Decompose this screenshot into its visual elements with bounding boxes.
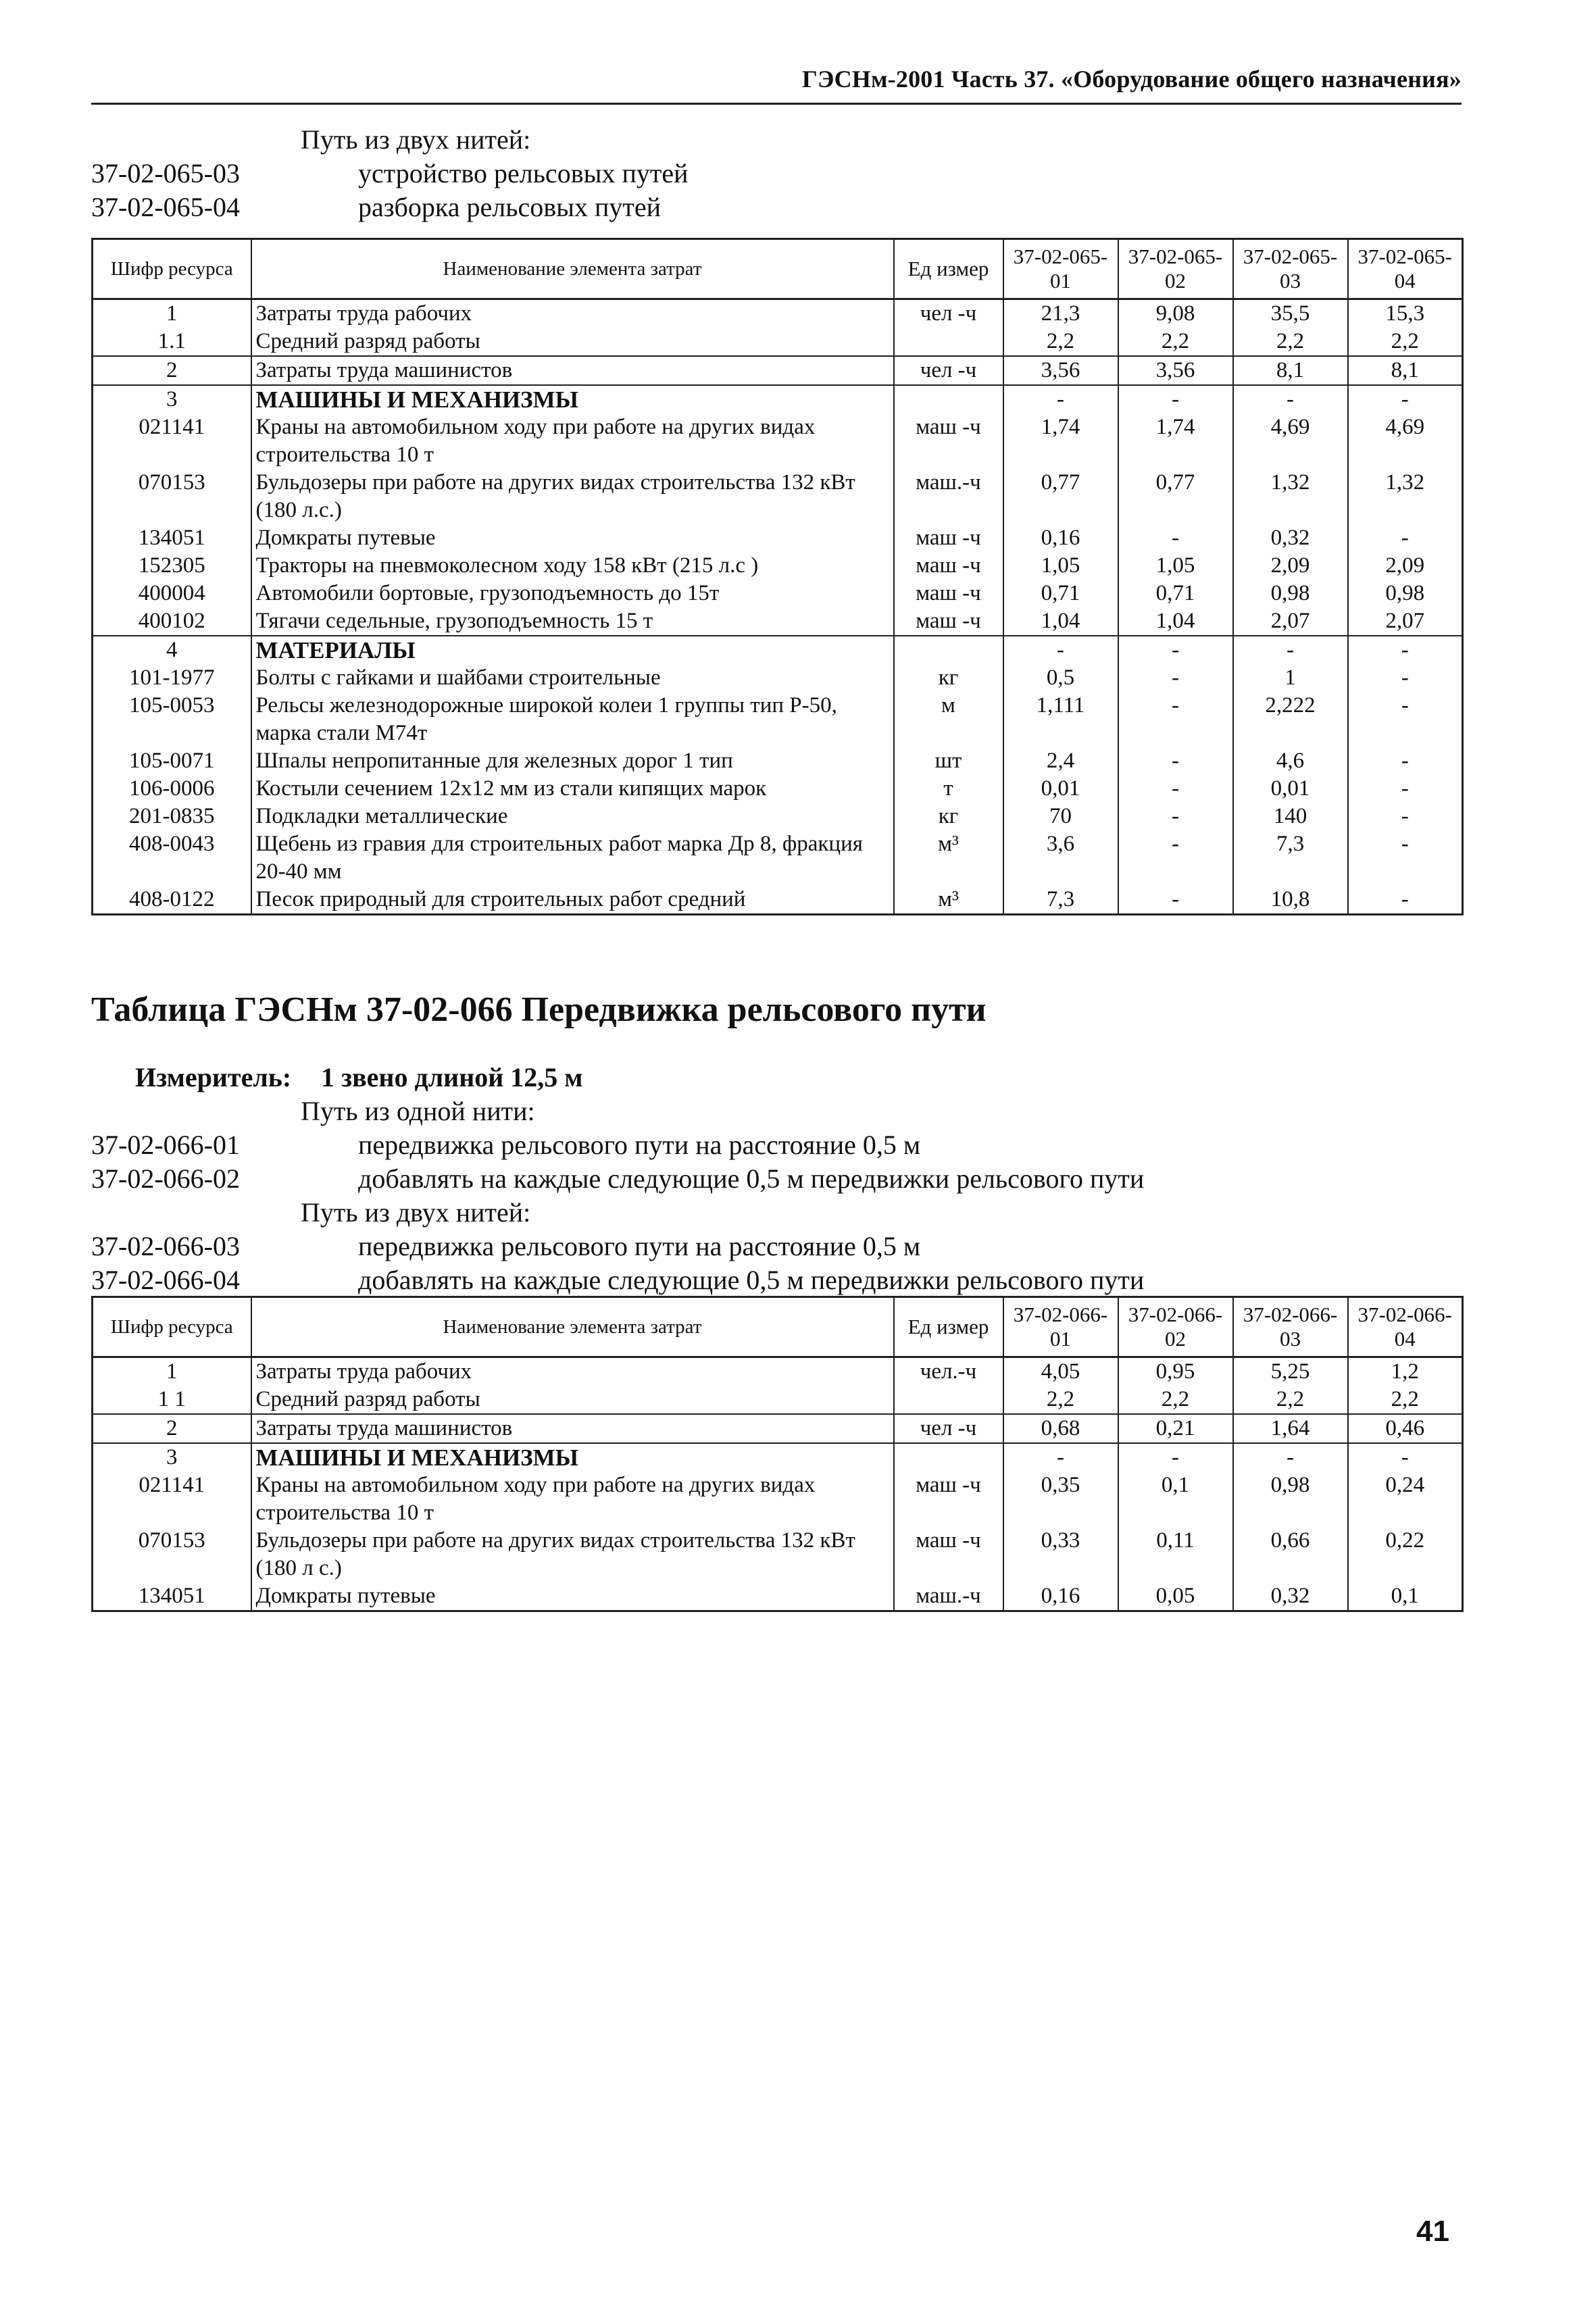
cell-name: Краны на автомобильном ходу при работе на других видах строительства 10 т	[251, 413, 894, 469]
table-row	[93, 692, 1463, 747]
group-heading: Путь из двух нитей:	[301, 124, 531, 155]
cell-value: -	[1003, 385, 1118, 413]
item-code: 37-02-066-01	[91, 1130, 240, 1160]
cell-value: 2,4	[1003, 747, 1118, 775]
cell-value: 21,3	[1003, 299, 1118, 328]
cell-code: 070153	[93, 1527, 251, 1582]
cell-value: 2,2	[1003, 1386, 1118, 1414]
cell-value: -	[1118, 775, 1233, 803]
cell-unit: маш -ч	[894, 1472, 1003, 1527]
cell-unit: маш -ч	[894, 524, 1003, 552]
cell-name: МАШИНЫ И МЕХАНИЗМЫ	[251, 1443, 894, 1472]
cell-unit	[894, 385, 1003, 413]
page-number: 41	[1416, 2215, 1449, 2248]
cell-value: 0,16	[1003, 524, 1118, 552]
cell-value: 0,16	[1003, 1582, 1118, 1611]
cell-value: 0,1	[1348, 1582, 1463, 1611]
cell-code: 021141	[93, 1472, 251, 1527]
cell-value: -	[1118, 803, 1233, 830]
cell-value: 0,35	[1003, 1472, 1118, 1527]
table-header-row	[93, 239, 1463, 299]
table-row	[93, 886, 1463, 915]
cell-value: -	[1233, 636, 1348, 664]
cell-code: 1 1	[93, 1386, 251, 1414]
cell-name: Бульдозеры при работе на других видах строительства 132 кВт (180 л.с.)	[251, 469, 894, 524]
cell-name: Затраты труда рабочих	[251, 1357, 894, 1386]
cell-unit: кг	[894, 664, 1003, 692]
header-col-4: 37-02-066-04	[1348, 1297, 1463, 1357]
table-row	[93, 1472, 1463, 1527]
cell-code: 201-0835	[93, 803, 251, 830]
cell-value: 15,3	[1348, 299, 1463, 328]
cell-name: Щебень из гравия для строительных работ марка Др 8, фракция 20-40 мм	[251, 830, 894, 886]
cell-value: 1	[1233, 664, 1348, 692]
measure-value: 1 звено длиной 12,5 м	[321, 1062, 583, 1092]
cell-name: Затраты труда машинистов	[251, 356, 894, 385]
header-col-1: 37-02-066-01	[1003, 1297, 1118, 1357]
cell-value: 0,71	[1118, 580, 1233, 607]
cell-value: 1,64	[1233, 1414, 1348, 1443]
cell-value: 1,05	[1003, 552, 1118, 580]
cell-unit: т	[894, 775, 1003, 803]
header-col-4: 37-02-065-04	[1348, 239, 1463, 299]
cell-value: -	[1118, 636, 1233, 664]
cell-unit: маш.-ч	[894, 469, 1003, 524]
cell-value: -	[1348, 664, 1463, 692]
cell-value: 5,25	[1233, 1357, 1348, 1386]
cell-code: 408-0122	[93, 886, 251, 915]
cell-name: Подкладки металлические	[251, 803, 894, 830]
cell-name: Домкраты путевые	[251, 524, 894, 552]
cell-name: Краны на автомобильном ходу при работе на других видах строительства 10 т	[251, 1472, 894, 1527]
cell-value: 0,32	[1233, 1582, 1348, 1611]
cell-value: 0,01	[1003, 775, 1118, 803]
table-row	[93, 747, 1463, 775]
cell-name: Костыли сечением 12х12 мм из стали кипящих марок	[251, 775, 894, 803]
cell-value: -	[1348, 747, 1463, 775]
cell-code: 1	[93, 1357, 251, 1386]
cell-value: -	[1348, 775, 1463, 803]
header-name: Наименование элемента затрат	[251, 1297, 894, 1357]
item-code: 37-02-066-02	[91, 1163, 240, 1194]
cell-code: 021141	[93, 413, 251, 469]
cell-code: 3	[93, 385, 251, 413]
table-row	[93, 580, 1463, 607]
table-row	[93, 775, 1463, 803]
cell-value: 0,77	[1118, 469, 1233, 524]
header-col-2: 37-02-066-02	[1118, 1297, 1233, 1357]
cell-name: Автомобили бортовые, грузоподъемность до 15т	[251, 580, 894, 607]
cell-value: 2,09	[1233, 552, 1348, 580]
cell-value: 0,98	[1233, 1472, 1348, 1527]
table-row	[93, 607, 1463, 636]
cell-value: -	[1003, 636, 1118, 664]
table-row	[93, 413, 1463, 469]
table-row	[93, 524, 1463, 552]
cell-value: -	[1118, 385, 1233, 413]
cell-value: -	[1118, 747, 1233, 775]
cell-value: -	[1118, 830, 1233, 886]
cell-name: Рельсы железнодорожные широкой колеи 1 группы тип Р-50, марка стали М74т	[251, 692, 894, 747]
cell-value: 35,5	[1233, 299, 1348, 328]
cell-name: Затраты труда рабочих	[251, 299, 894, 328]
running-title: ГЭСНм-2001 Часть 37. «Оборудование общего назначения»	[801, 66, 1462, 93]
item-code: 37-02-065-04	[91, 192, 240, 222]
table-row	[93, 1414, 1463, 1443]
cell-value: 2,2	[1233, 1386, 1348, 1414]
item-code: 37-02-066-03	[91, 1231, 240, 1261]
cell-value: -	[1348, 1443, 1463, 1472]
cell-value: 2,2	[1348, 1386, 1463, 1414]
cell-code: 134051	[93, 524, 251, 552]
table-row	[93, 299, 1463, 328]
cell-value: 2,09	[1348, 552, 1463, 580]
cell-value: 4,05	[1003, 1357, 1118, 1386]
cell-name: Средний разряд работы	[251, 1386, 894, 1414]
cell-unit: шт	[894, 747, 1003, 775]
cell-value: 2,222	[1233, 692, 1348, 747]
cell-name: Болты с гайками и шайбами строительные	[251, 664, 894, 692]
cell-value: 0,66	[1233, 1527, 1348, 1582]
cell-code: 3	[93, 1443, 251, 1472]
header-name: Наименование элемента затрат	[251, 239, 894, 299]
cell-unit: м³	[894, 886, 1003, 915]
cell-unit: чел.-ч	[894, 1357, 1003, 1386]
cell-value: 1,32	[1233, 469, 1348, 524]
cell-name: Тягачи седельные, грузоподъемность 15 т	[251, 607, 894, 636]
header-unit: Ед измер	[894, 239, 1003, 299]
cell-value: 9,08	[1118, 299, 1233, 328]
cell-value: 3,6	[1003, 830, 1118, 886]
header-unit: Ед измер	[894, 1297, 1003, 1357]
cell-unit	[894, 328, 1003, 356]
cell-value: 2,07	[1348, 607, 1463, 636]
table-row	[93, 1386, 1463, 1414]
cell-value: 0,98	[1348, 580, 1463, 607]
cell-name: Тракторы на пневмоколесном ходу 158 кВт (215 л.с )	[251, 552, 894, 580]
cell-value: -	[1003, 1443, 1118, 1472]
group-heading: Путь из двух нитей:	[301, 1197, 531, 1228]
cell-value: 0,32	[1233, 524, 1348, 552]
cell-value: 0,24	[1348, 1472, 1463, 1527]
cell-value: -	[1118, 886, 1233, 915]
cell-value: -	[1348, 636, 1463, 664]
cell-value: -	[1118, 692, 1233, 747]
header-code: Шифр ресурса	[93, 239, 251, 299]
cell-value: -	[1118, 524, 1233, 552]
cell-value: 1,111	[1003, 692, 1118, 747]
cell-unit: маш -ч	[894, 413, 1003, 469]
cell-code: 070153	[93, 469, 251, 524]
cell-unit: м	[894, 692, 1003, 747]
header-col-1: 37-02-065-01	[1003, 239, 1118, 299]
cell-value: 7,3	[1233, 830, 1348, 886]
header-col-3: 37-02-066-03	[1233, 1297, 1348, 1357]
item-code: 37-02-066-04	[91, 1265, 240, 1295]
header-col-2: 37-02-065-02	[1118, 239, 1233, 299]
item-code: 37-02-065-03	[91, 158, 240, 188]
header-code: Шифр ресурса	[93, 1297, 251, 1357]
cell-name: Затраты труда машинистов	[251, 1414, 894, 1443]
cell-code: 4	[93, 636, 251, 664]
cell-name: Песок природный для строительных работ средний	[251, 886, 894, 915]
cell-unit: маш -ч	[894, 607, 1003, 636]
cell-code: 105-0053	[93, 692, 251, 747]
cell-value: -	[1348, 692, 1463, 747]
cell-unit: маш -ч	[894, 580, 1003, 607]
item-text: передвижка рельсового пути на расстояние 0,5 м	[358, 1130, 921, 1160]
cell-value: -	[1233, 385, 1348, 413]
cell-name: Бульдозеры при работе на других видах строительства 132 кВт (180 л с.)	[251, 1527, 894, 1582]
table-row	[93, 552, 1463, 580]
cell-value: 0,68	[1003, 1414, 1118, 1443]
cell-value: 0,1	[1118, 1472, 1233, 1527]
cell-value: 140	[1233, 803, 1348, 830]
cell-value: 70	[1003, 803, 1118, 830]
item-text: разборка рельсовых путей	[358, 192, 662, 222]
cell-value: 1,32	[1348, 469, 1463, 524]
cell-value: -	[1118, 664, 1233, 692]
cell-value: 0,05	[1118, 1582, 1233, 1611]
cell-unit: чел -ч	[894, 1414, 1003, 1443]
cell-name: Средний разряд работы	[251, 328, 894, 356]
cell-value: 0,77	[1003, 469, 1118, 524]
cell-value: 0,98	[1233, 580, 1348, 607]
cell-unit	[894, 1386, 1003, 1414]
cell-value: 0,21	[1118, 1414, 1233, 1443]
cell-value: 1,04	[1003, 607, 1118, 636]
cost-table-065	[91, 238, 1464, 915]
cell-code: 408-0043	[93, 830, 251, 886]
cell-name: Шпалы непропитанные для железных дорог 1 тип	[251, 747, 894, 775]
table-section-row	[93, 1443, 1463, 1472]
cell-unit: кг	[894, 803, 1003, 830]
cell-code: 106-0006	[93, 775, 251, 803]
cell-code: 400102	[93, 607, 251, 636]
cell-value: 4,6	[1233, 747, 1348, 775]
cell-value: -	[1348, 886, 1463, 915]
cell-unit: маш -ч	[894, 552, 1003, 580]
cell-name: МАТЕРИАЛЫ	[251, 636, 894, 664]
group-heading: Путь из одной нити:	[301, 1096, 535, 1126]
table-section-row	[93, 636, 1463, 664]
cell-value: 4,69	[1348, 413, 1463, 469]
cell-value: 1,74	[1118, 413, 1233, 469]
cell-value: -	[1233, 1443, 1348, 1472]
running-header	[91, 65, 1462, 105]
cell-name: МАШИНЫ И МЕХАНИЗМЫ	[251, 385, 894, 413]
cell-value: 1,2	[1348, 1357, 1463, 1386]
cell-value: 1,74	[1003, 413, 1118, 469]
cell-code: 105-0071	[93, 747, 251, 775]
cell-code: 2	[93, 1414, 251, 1443]
cell-code: 1	[93, 299, 251, 328]
item-text: передвижка рельсового пути на расстояние 0,5 м	[358, 1231, 921, 1261]
table-row	[93, 356, 1463, 385]
cell-unit: м³	[894, 830, 1003, 886]
cell-value: 2,2	[1003, 328, 1118, 356]
cell-value: -	[1118, 1443, 1233, 1472]
cell-unit	[894, 1443, 1003, 1472]
table-section-row	[93, 385, 1463, 413]
cell-code: 101-1977	[93, 664, 251, 692]
table-header-row	[93, 1297, 1463, 1357]
cell-code: 1.1	[93, 328, 251, 356]
cell-value: -	[1348, 830, 1463, 886]
measure-label: Измеритель:	[135, 1062, 292, 1092]
table-row	[93, 830, 1463, 886]
table-row	[93, 1582, 1463, 1611]
cell-value: 2,2	[1118, 328, 1233, 356]
cell-name: Домкраты путевые	[251, 1582, 894, 1611]
cell-value: 0,46	[1348, 1414, 1463, 1443]
cell-value: -	[1348, 385, 1463, 413]
cell-value: 0,11	[1118, 1527, 1233, 1582]
cell-value: 7,3	[1003, 886, 1118, 915]
cell-value: 0,5	[1003, 664, 1118, 692]
item-text: устройство рельсовых путей	[358, 158, 689, 188]
cell-value: 0,71	[1003, 580, 1118, 607]
table-row	[93, 328, 1463, 356]
table-row	[93, 803, 1463, 830]
cell-value: 0,22	[1348, 1527, 1463, 1582]
cell-value: 1,05	[1118, 552, 1233, 580]
cell-value: 1,04	[1118, 607, 1233, 636]
cell-value: 8,1	[1233, 356, 1348, 385]
cell-unit: маш.-ч	[894, 1582, 1003, 1611]
table-row	[93, 1357, 1463, 1386]
cell-code: 400004	[93, 580, 251, 607]
item-text: добавлять на каждые следующие 0,5 м передвижки рельсового пути	[358, 1265, 1145, 1295]
cell-value: 8,1	[1348, 356, 1463, 385]
cell-code: 152305	[93, 552, 251, 580]
table-row	[93, 469, 1463, 524]
cell-code: 2	[93, 356, 251, 385]
cell-value: -	[1348, 524, 1463, 552]
cell-value: 2,2	[1118, 1386, 1233, 1414]
cell-value: 0,33	[1003, 1527, 1118, 1582]
cell-code: 134051	[93, 1582, 251, 1611]
table-row	[93, 1527, 1463, 1582]
cell-unit: чел -ч	[894, 299, 1003, 328]
cell-value: 3,56	[1003, 356, 1118, 385]
cell-unit: чел -ч	[894, 356, 1003, 385]
cell-value: 0,01	[1233, 775, 1348, 803]
cell-value: -	[1348, 803, 1463, 830]
cell-value: 2,07	[1233, 607, 1348, 636]
cell-value: 10,8	[1233, 886, 1348, 915]
item-text: добавлять на каждые следующие 0,5 м передвижки рельсового пути	[358, 1163, 1145, 1194]
cell-value: 4,69	[1233, 413, 1348, 469]
cell-value: 3,56	[1118, 356, 1233, 385]
cell-unit: маш -ч	[894, 1527, 1003, 1582]
table-title: Таблица ГЭСНм 37-02-066 Передвижка рельсового пути	[91, 990, 987, 1029]
cell-unit	[894, 636, 1003, 664]
cell-value: 0,95	[1118, 1357, 1233, 1386]
cell-value: 2,2	[1233, 328, 1348, 356]
cell-value: 2,2	[1348, 328, 1463, 356]
table-row	[93, 664, 1463, 692]
header-col-3: 37-02-065-03	[1233, 239, 1348, 299]
cost-table-066	[91, 1296, 1464, 1612]
